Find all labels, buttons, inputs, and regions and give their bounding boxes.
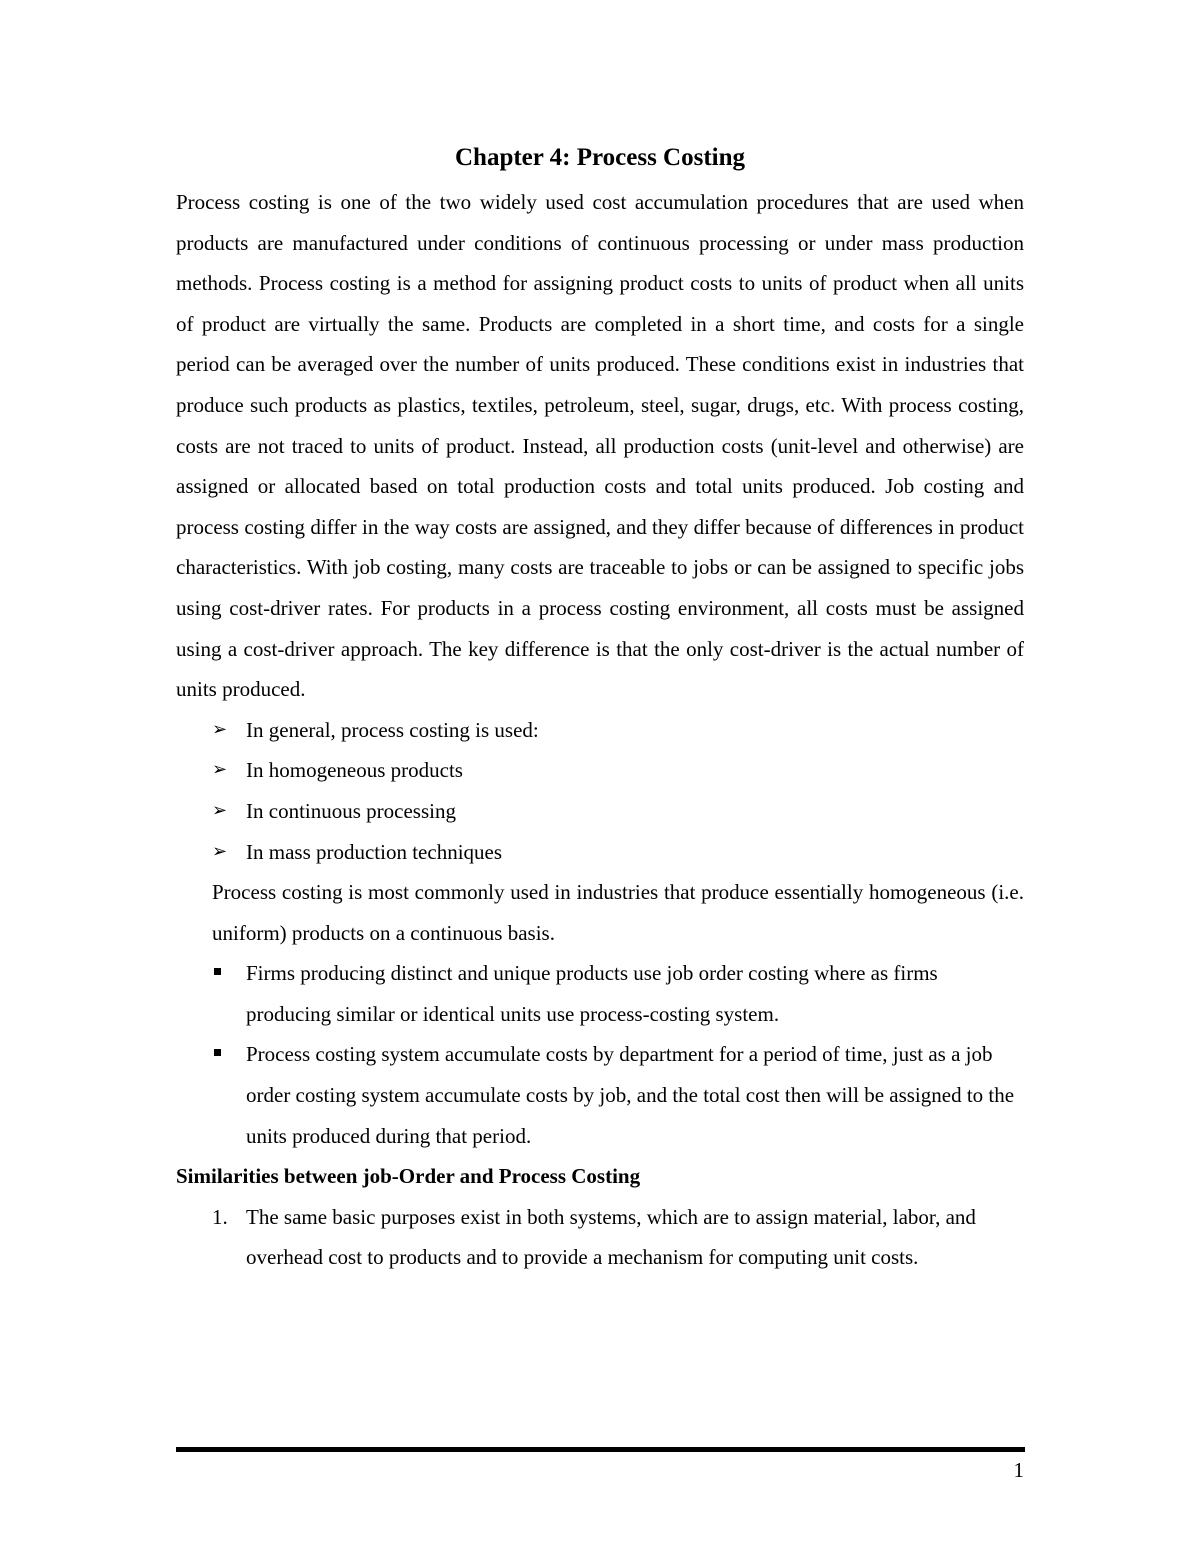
square-bullet-text: Process costing system accumulate costs by department for a period of time, just as a job order costing system accumulate costs by job, and the total cost then will be assigned to the units produced during that period. <box>246 1042 1015 1148</box>
arrow-bullet-icon: ➢ <box>212 840 228 862</box>
page-number: 1 <box>1013 1458 1024 1482</box>
arrow-bullet-item <box>212 710 1024 751</box>
arrow-bullet-item <box>212 750 1024 791</box>
arrow-bullet-icon: ➢ <box>212 799 228 821</box>
square-bullet-text: Firms producing distinct and unique products use job order costing where as firms producing similar or identical units use process-costing system. <box>246 961 938 1026</box>
chapter-title: Chapter 4: Process Costing <box>454 144 746 171</box>
arrow-bullet-list <box>176 710 1024 872</box>
arrow-bullet-text: In continuous processing <box>246 798 456 823</box>
footer-rule <box>176 1447 1025 1452</box>
square-bullet-item <box>212 953 1024 1034</box>
similarity-item <box>212 1197 1024 1278</box>
arrow-bullet-icon: ➢ <box>212 718 228 740</box>
similarity-text: The same basic purposes exist in both systems, which are to assign material, labor, and overhead cost to products and to provide a mechanism for computing unit costs. <box>246 1204 976 1270</box>
similarity-number: 1. <box>212 1204 228 1229</box>
square-bullet-list <box>176 953 1024 1156</box>
arrow-bullet-item <box>212 832 1024 873</box>
square-bullet-item <box>212 1034 1024 1156</box>
square-bullet-icon <box>214 968 221 975</box>
arrow-bullet-text: In homogeneous products <box>246 758 463 783</box>
usage-paragraph: Process costing is most commonly used in industries that produce essentially homogeneous (i.e. uniform) products on a continuous basis. <box>212 880 1024 945</box>
arrow-bullet-text: In general, process costing is used: <box>246 717 539 742</box>
similarities-heading: Similarities between job-Order and Process Costing <box>176 1164 641 1189</box>
similarities-list <box>176 1197 1024 1278</box>
square-bullet-icon <box>214 1049 221 1056</box>
arrow-bullet-icon: ➢ <box>212 759 228 781</box>
intro-paragraph: Process costing is one of the two widely used cost accumulation procedures that are used when products are manufactured under conditions of continuous processing or under mass production methods. Process costing is a method for assigning product costs to units of product when all units of product are virtually the same. Products are completed in a short time, and costs for a single period can be averaged over the number of units produced. These conditions exist in industries that produce such products as plastics, textiles, petroleum, steel, sugar, drugs, etc. With process costing, costs are not traced to units of product. Instead, all production costs (unit-level and otherwise) are assigned or allocated based on total production costs and total units produced. Job costing and process costing differ in the way costs are assigned, and they differ because of differences in product characteristics. With job costing, many costs are traceable to jobs or can be assigned to specific jobs using cost-driver rates. For products in a process costing environment, all costs must be assigned using a cost-driver approach. The key difference is that the only cost-driver is the actual number of units produced. <box>176 190 1024 702</box>
arrow-bullet-item <box>212 791 1024 832</box>
arrow-bullet-text: In mass production techniques <box>246 839 503 864</box>
page-content <box>176 138 1024 1278</box>
